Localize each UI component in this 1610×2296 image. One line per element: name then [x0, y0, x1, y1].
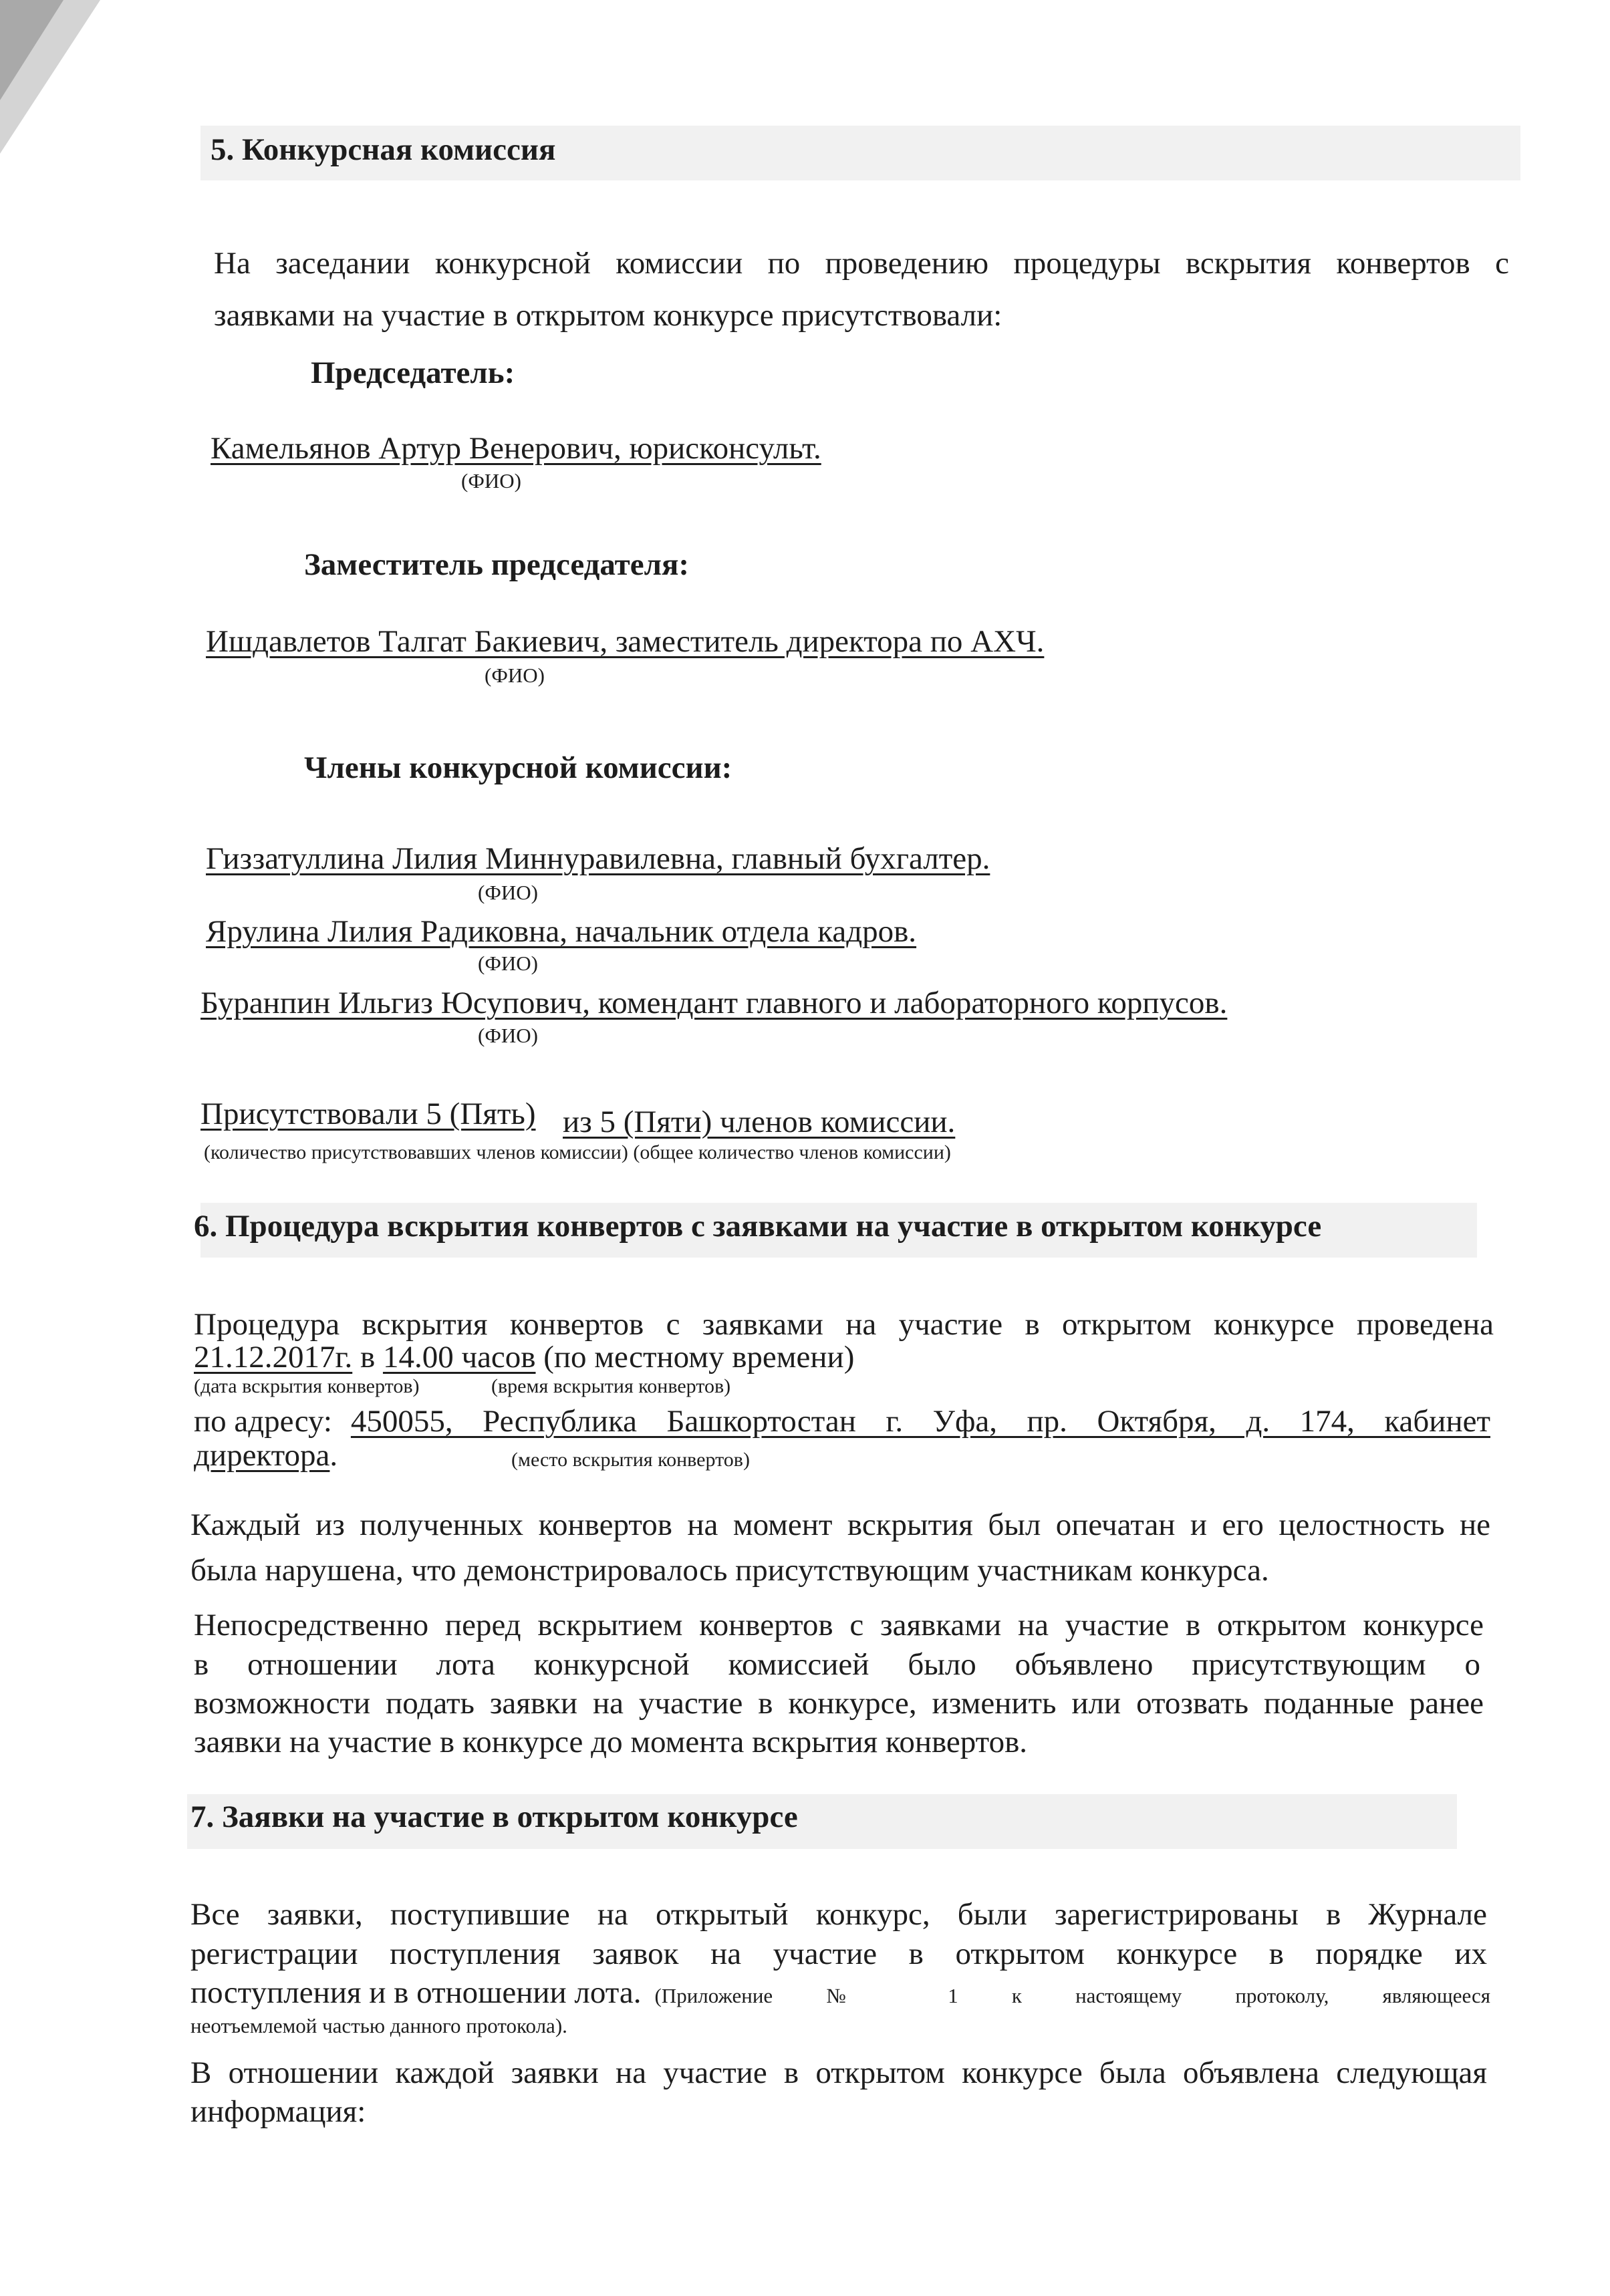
para2-line3: возможности подать заявки на участие в конкурсе, изменить или отозвать поданные ранее	[194, 1686, 1484, 1721]
member-name: Гиззатуллина Лилия Миннуравилевна, главный бухгалтер.	[206, 841, 990, 876]
time-suffix: (по местному времени)	[543, 1340, 855, 1375]
present-count: Присутствовали 5 (Пять)	[200, 1097, 536, 1131]
fio-caption: (ФИО)	[478, 881, 538, 904]
chair-label: Председатель:	[311, 355, 515, 390]
fio-caption: (ФИО)	[478, 952, 538, 975]
section-6-line1: Процедура вскрытия конвертов с заявками на участие в открытом конкурсе проведена	[194, 1307, 1494, 1342]
section-5-intro-line1: На заседании конкурсной комиссии по проведению процедуры вскрытия конвертов с	[214, 246, 1509, 281]
caption-time: (время вскрытия конвертов)	[491, 1375, 731, 1397]
member-name: Буранпин Ильгиз Юсупович, комендант главного и лабораторного корпусов.	[200, 986, 1228, 1020]
address: 450055, Республика Башкортостан г. Уфа, пр. Октября, д. 174, кабинет	[350, 1404, 1490, 1439]
para2-line4: заявки на участие в конкурсе до момента вскрытия конвертов.	[194, 1725, 1028, 1759]
section-6-heading: 6. Процедура вскрытия конвертов с заявками на участие в открытом конкурсе	[194, 1209, 1322, 1244]
caption-date: (дата вскрытия конвертов)	[194, 1375, 420, 1397]
page-corner-shadow	[0, 0, 63, 100]
opening-date: 21.12.2017г.	[194, 1340, 353, 1375]
para1-line2: была нарушена, что демонстрировалось присутствующим участникам конкурса.	[190, 1553, 1269, 1588]
para1-line1: Каждый из полученных конвертов на момент вскрытия был опечатан и его целостность не	[190, 1508, 1490, 1542]
section-7-heading: 7. Заявки на участие в открытом конкурсе	[190, 1800, 798, 1834]
address-label: по адресу:	[194, 1404, 332, 1439]
in-word: в	[360, 1340, 376, 1375]
members-label: Члены конкурсной комиссии:	[304, 750, 732, 785]
section-7-line3b: (Приложение № 1 к настоящему протоколу, являющееся	[654, 1984, 1490, 2007]
section-5-intro-line2: заявками на участие в открытом конкурсе присутствовали:	[214, 298, 1002, 333]
fio-caption: (ФИО)	[485, 664, 545, 687]
section-7-line3a: поступления и в отношении лота.	[190, 1975, 642, 2010]
fio-caption: (ФИО)	[461, 469, 521, 492]
para2-line1: Непосредственно перед вскрытием конвертов с заявками на участие в открытом конкурсе	[194, 1608, 1484, 1642]
present-caption: (количество присутствовавших членов комиссии) (общее количество членов комиссии)	[204, 1141, 951, 1163]
opening-time: 14.00 часов	[382, 1340, 536, 1375]
fio-caption: (ФИО)	[478, 1024, 538, 1047]
section-5-heading: 5. Конкурсная комиссия	[211, 132, 556, 167]
caption-place: (место вскрытия конвертов)	[511, 1449, 750, 1471]
para2-line2: в отношении лота конкурсной комиссией было объявлено присутствующим о	[194, 1647, 1480, 1682]
section-7-line6: информация:	[190, 2094, 366, 2129]
deputy-label: Заместитель председателя:	[304, 547, 690, 582]
section-7-line2: регистрации поступления заявок на участие в открытом конкурсе в порядке их	[190, 1936, 1487, 1971]
address-end: директора	[194, 1438, 330, 1473]
deputy-name: Ишдавлетов Талгат Бакиевич, заместитель директора по АХЧ.	[206, 624, 1045, 659]
section-7-line5: В отношении каждой заявки на участие в открытом конкурсе была объявлена следующая	[190, 2055, 1487, 2090]
chair-name: Камельянов Артур Венерович, юрисконсульт.	[211, 431, 821, 466]
section-7-line1: Все заявки, поступившие на открытый конкурс, были зарегистрированы в Журнале	[190, 1897, 1487, 1932]
section-7-line4: неотъемлемой частью данного протокола).	[190, 2014, 567, 2037]
member-name: Ярулина Лилия Радиковна, начальник отдела кадров.	[206, 914, 917, 949]
present-total: из 5 (Пяти) членов комиссии.	[563, 1105, 956, 1139]
